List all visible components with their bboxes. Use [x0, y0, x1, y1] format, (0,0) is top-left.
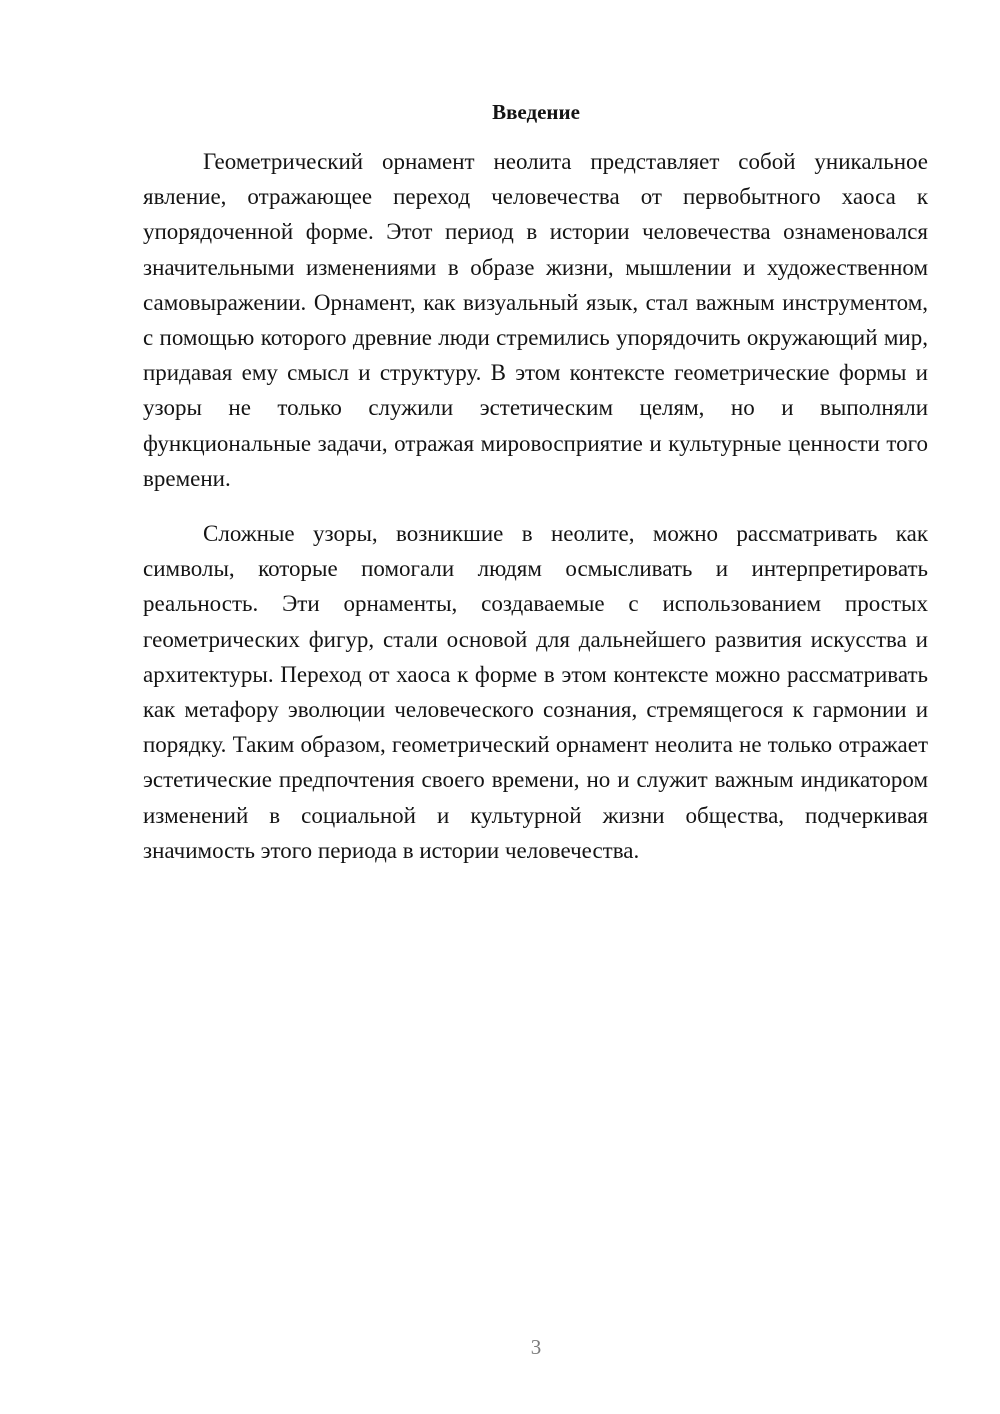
body-paragraph-1: Геометрический орнамент неолита представляет собой уникальное явление, отражающее переход человечества от первобытного хаоса к упорядоченной форме. Этот период в истории человечества ознаменовался значительными изменениями в образе жизни, мышлении и художественном самовыражении. Орнамент, как визуальный язык, стал важным инструментом, с помощью которого древние люди стремились упорядочить окружающий мир, придавая ему смысл и структуру. В этом контексте геометрические формы и узоры не только служили эстетическим целям, но и выполняли функциональные задачи, отражая мировосприятие и культурные ценности того времени. [143, 149, 928, 491]
page-number: 3 [530, 1335, 542, 1359]
body-paragraph-2: Сложные узоры, возникшие в неолите, можно рассматривать как символы, которые помогали людям осмысливать и интерпретировать реальность. Эти орнаменты, создаваемые с использованием простых геометрических фигур, стали основой для дальнейшего развития искусства и архитектуры. Переход от хаоса к форме в этом контексте можно рассматривать как метафору эволюции человеческого сознания, стремящегося к гармонии и порядку. Таким образом, геометрический орнамент неолита не только отражает эстетические предпочтения своего времени, но и служит важным индикатором изменений в социальной и культурной жизни общества, подчеркивая значимость этого периода в истории человечества. [143, 521, 928, 863]
section-heading: Введение [492, 100, 580, 124]
